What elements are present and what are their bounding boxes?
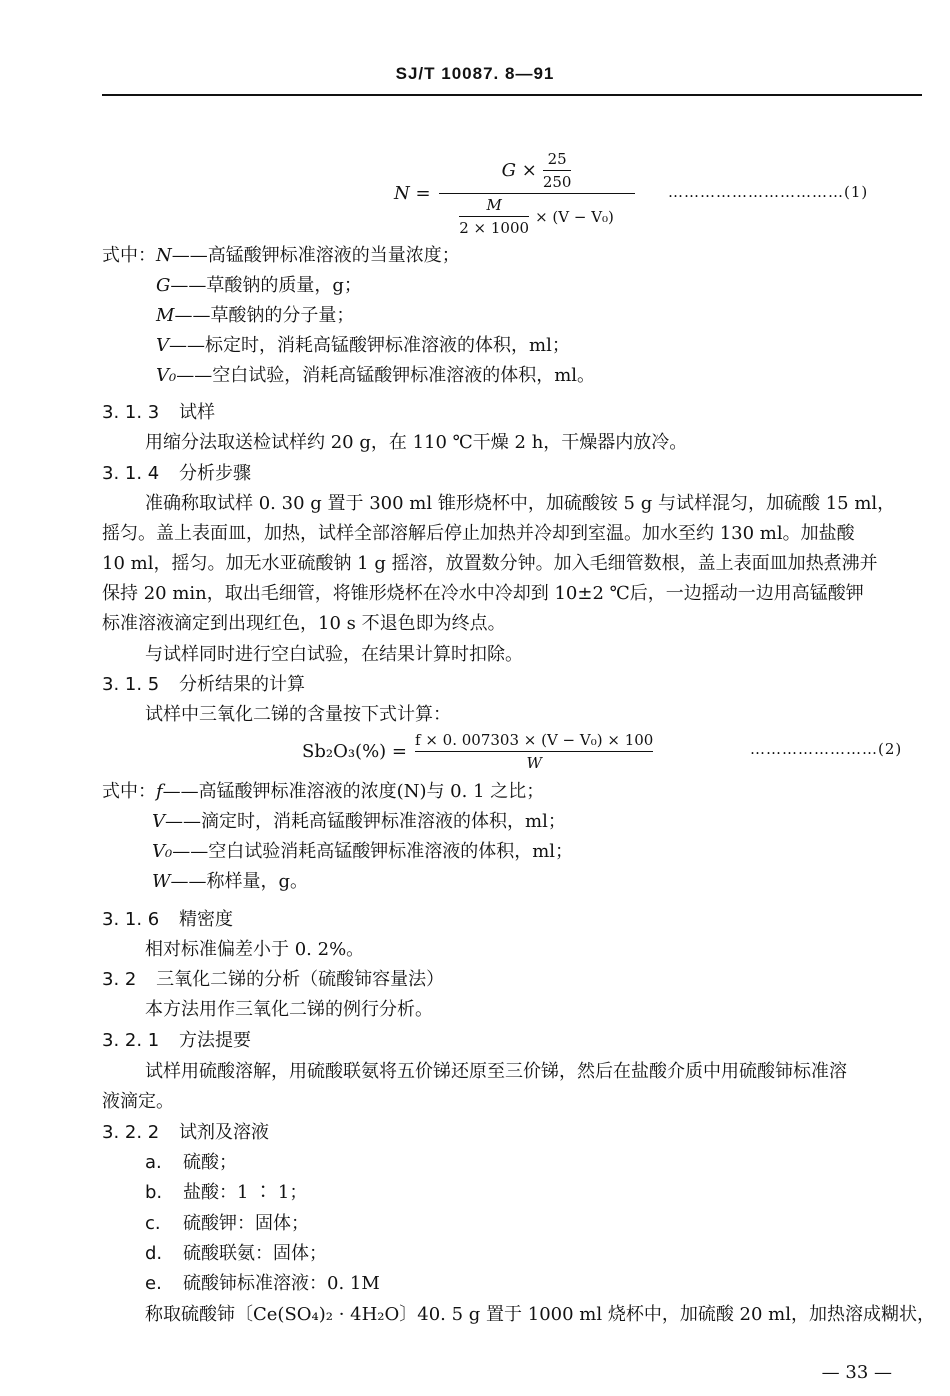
reagent-label: d. [145, 1243, 163, 1264]
where1-lead: 式中： [102, 245, 156, 266]
reagent-label: c. [145, 1213, 161, 1234]
where2-sym: f [156, 781, 163, 802]
section-number: 3. 2. 1 [102, 1030, 160, 1051]
where2-sym: W [152, 871, 171, 892]
eq1-num-frac-bottom: 250 [542, 173, 572, 191]
where2-row-1 [152, 807, 566, 837]
reagent-item [145, 1148, 237, 1174]
section-number: 3. 1. 4 [102, 463, 160, 484]
where1-row-2 [156, 301, 354, 331]
where2-text: ——滴定时，消耗高锰酸钾标准溶液的体积，ml； [165, 811, 566, 832]
where2-lead: 式中： [102, 781, 156, 802]
reagent-item [145, 1209, 309, 1235]
where2-text: ——称样量，g。 [170, 871, 309, 892]
section-number: 3. 1. 6 [102, 909, 160, 930]
where1-sym: V [156, 335, 169, 356]
paragraph-line: 10 ml，摇匀。加无水亚硫酸钠 1 g 摇溶，放置数分钟。加入毛细管数根，盖上表面皿加热煮沸并 [102, 553, 878, 574]
where1-row-0 [102, 241, 460, 271]
eq2-denominator: W [526, 754, 542, 772]
reagent-item [145, 1269, 380, 1295]
reagent-item [145, 1239, 327, 1265]
paragraph-line: 摇匀。盖上表面皿，加热，试样全部溶解后停止加热并冷却到室温。加水至约 130 ml。加盐酸 [102, 523, 855, 544]
reagent-item [145, 1178, 307, 1204]
where1-sym: V₀ [156, 365, 177, 386]
section-3-1-5-heading [102, 670, 305, 696]
where2-row-3 [152, 867, 308, 897]
paragraph-line: 标准溶液滴定到出现红色，10 s 不退色即为终点。 [102, 613, 506, 634]
eq1-den-frac-top: M [486, 196, 502, 214]
section-title: 分析步骤 [178, 463, 251, 484]
section-title: 试样 [178, 402, 215, 423]
section-3-1-3-body: 用缩分法取送检试样约 20 g，在 110 ℃干燥 2 h，干燥器内放冷。 [145, 432, 688, 453]
reagent-text: 硫酸铈标准溶液：0. 1M [183, 1273, 380, 1294]
where2-text: ——空白试验消耗高锰酸钾标准溶液的体积，ml； [172, 841, 574, 862]
page-header-code: SJ/T 10087. 8—91 [395, 64, 555, 83]
section-3-2-2-heading [102, 1118, 269, 1144]
eq2-numerator: f × 0. 007303 × (V − V₀) × 100 [415, 731, 654, 749]
header-rule [102, 94, 922, 96]
reagent-text: 硫酸； [183, 1152, 237, 1173]
where2-row-0 [102, 777, 544, 807]
section-3-1-3-heading [102, 398, 215, 424]
equation-2 [302, 731, 653, 772]
eq2-tag: ……………………(2) [750, 740, 903, 758]
equation-1 [394, 150, 635, 237]
section-number: 3. 2. 2 [102, 1122, 160, 1143]
section-3-1-6-heading [102, 905, 233, 931]
reagent-label: e. [145, 1273, 162, 1294]
eq1-num-frac-top: 25 [547, 150, 567, 168]
where1-row-3 [156, 331, 570, 361]
section-3-2-1-heading [102, 1026, 251, 1052]
where1-row-1 [156, 271, 362, 301]
section-title: 分析结果的计算 [178, 674, 305, 695]
where1-text: ——空白试验，消耗高锰酸钾标准溶液的体积，ml。 [176, 365, 596, 386]
calc-intro: 试样中三氧化二锑的含量按下式计算： [145, 704, 451, 725]
reagent-label: a. [145, 1152, 162, 1173]
eq1-num-left: G × [501, 160, 537, 181]
eq2-lhs: Sb₂O₃(%) = [302, 741, 407, 762]
where1-sym: M [156, 305, 175, 326]
where2-text: ——高锰酸钾标准溶液的浓度(N)与 0. 1 之比； [162, 781, 545, 802]
paragraph-line: 液滴定。 [102, 1091, 174, 1112]
where1-row-4 [156, 361, 595, 391]
where2-row-2 [152, 837, 573, 867]
section-3-2-heading [102, 965, 444, 991]
section-3-1-4-heading [102, 459, 251, 485]
reagent-text: 硫酸联氨：固体； [183, 1243, 327, 1264]
section-number: 3. 1. 5 [102, 674, 160, 695]
section-number: 3. 1. 3 [102, 402, 160, 423]
eq1-den-frac-bottom: 2 × 1000 [459, 219, 530, 237]
section-3-2-body: 本方法用作三氧化二锑的例行分析。 [145, 999, 433, 1020]
blank-test-note: 与试样同时进行空白试验，在结果计算时扣除。 [145, 644, 523, 665]
paragraph-line: 称取硫酸铈〔Ce(SO₄)₂ · 4H₂O〕40. 5 g 置于 1000 ml 烧杯中，加硫酸 20 ml，加热溶成糊状， [145, 1304, 936, 1325]
reagent-text: 硫酸钾：固体； [183, 1213, 309, 1234]
where1-text: ——草酸钠的分子量； [174, 305, 355, 326]
where1-sym: N [156, 245, 172, 266]
section-title: 试剂及溶液 [178, 1122, 269, 1143]
paragraph-line: 准确称取试样 0. 30 g 置于 300 ml 锥形烧杯中，加硫酸铵 5 g 与试样混匀，加硫酸 15 ml， [145, 493, 896, 514]
paragraph-line: 试样用硫酸溶解，用硫酸联氨将五价锑还原至三价锑，然后在盐酸介质中用硫酸铈标准溶 [145, 1061, 847, 1082]
eq1-tag: ……………………………(1) [668, 183, 869, 201]
section-title: 三氧化二锑的分析（硫酸铈容量法） [156, 969, 445, 990]
where1-text: ——草酸钠的质量，g； [170, 275, 362, 296]
where1-sym: G [156, 275, 171, 296]
eq1-den-right: × (V − V₀) [535, 207, 614, 226]
reagent-label: b. [145, 1182, 163, 1203]
where2-sym: V₀ [152, 841, 173, 862]
section-number: 3. 2 [102, 969, 137, 990]
eq1-lhs: N = [394, 183, 431, 204]
where1-text: ——高锰酸钾标准溶液的当量浓度； [171, 245, 460, 266]
reagent-text: 盐酸：1 ∶ 1； [183, 1182, 308, 1203]
paragraph-line: 保持 20 min，取出毛细管，将锥形烧杯在冷水中冷却到 10±2 ℃后，一边摇动一边用高锰酸钾 [102, 583, 864, 604]
page-number: — 33 — [821, 1362, 892, 1383]
section-title: 精密度 [178, 909, 233, 930]
section-title: 方法提要 [178, 1030, 251, 1051]
section-3-1-6-body: 相对标准偏差小于 0. 2%。 [145, 939, 365, 960]
where2-sym: V [152, 811, 165, 832]
where1-text: ——标定时，消耗高锰酸钾标准溶液的体积，ml； [169, 335, 570, 356]
